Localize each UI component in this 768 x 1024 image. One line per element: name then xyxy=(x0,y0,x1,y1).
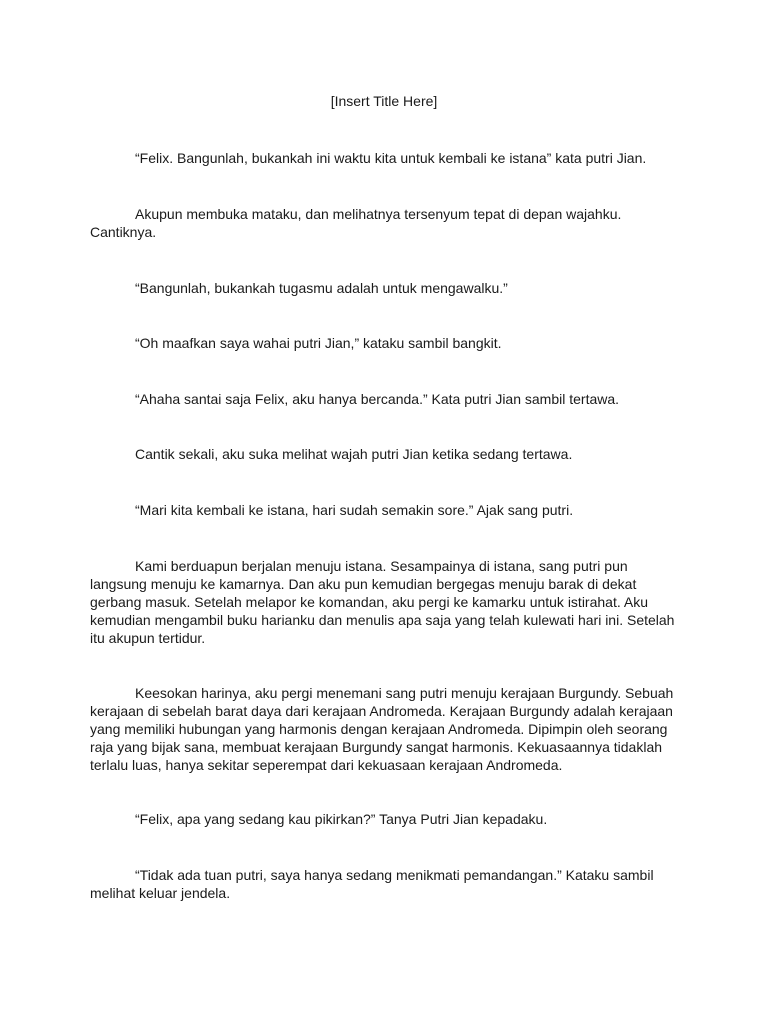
paragraph xyxy=(90,501,680,519)
paragraph-line: yang memiliki hubungan yang harmonis dengan kerajaan Andromeda. Dipimpin oleh seorang xyxy=(90,721,668,737)
paragraph-line: Kami berduapun berjalan menuju istana. Sesampainya di istana, sang putri pun xyxy=(135,558,628,574)
paragraph-line: Akupun membuka mataku, dan melihatnya tersenyum tepat di depan wajahku. xyxy=(135,206,622,222)
paragraph-line: itu akupun tertidur. xyxy=(90,630,206,646)
paragraph-line: “Felix. Bangunlah, bukankah ini waktu kita untuk kembali ke istana” kata putri Jian. xyxy=(135,150,647,166)
paragraph xyxy=(90,149,680,167)
paragraph-line: “Tidak ada tuan putri, saya hanya sedang menikmati pemandangan.” Kataku sambil xyxy=(135,867,654,883)
paragraph-line: kerajaan di sebelah barat daya dari kerajaan Andromeda. Kerajaan Burgundy adalah kerajaan xyxy=(90,703,673,719)
paragraph xyxy=(90,810,680,828)
paragraph-line: “Ahaha santai saja Felix, aku hanya bercanda.” Kata putri Jian sambil tertawa. xyxy=(135,391,620,407)
paragraph-line: Keesokan harinya, aku pergi menemani sang putri menuju kerajaan Burgundy. Sebuah xyxy=(135,685,674,701)
paragraph-line: kemudian mengambil buku harianku dan menulis apa saja yang telah kulewati hari ini. Setelah xyxy=(90,612,675,628)
paragraph xyxy=(90,866,680,902)
paragraph-line: “Felix, apa yang sedang kau pikirkan?” Tanya Putri Jian kepadaku. xyxy=(135,811,548,827)
paragraph xyxy=(90,279,680,297)
paragraph-line: “Bangunlah, bukankah tugasmu adalah untuk mengawalku.” xyxy=(135,280,508,296)
paragraph-line: “Mari kita kembali ke istana, hari sudah semakin sore.” Ajak sang putri. xyxy=(135,502,574,518)
paragraph-line: raja yang bijak sana, membuat kerajaan Burgundy sangat harmonis. Kekuasaannya tidaklah xyxy=(90,739,663,755)
paragraph-line: terlalu luas, hanya sekitar seperempat dari kekuasaan kerajaan Andromeda. xyxy=(90,757,563,773)
document-title: [Insert Title Here] xyxy=(330,93,438,109)
paragraph xyxy=(90,205,680,241)
paragraph-line: gerbang masuk. Setelah melapor ke komandan, aku pergi ke kamarku untuk istirahat. Aku xyxy=(90,594,648,610)
paragraph xyxy=(90,445,680,463)
paragraph xyxy=(90,684,680,774)
paragraph-line: “Oh maafkan saya wahai putri Jian,” kataku sambil bangkit. xyxy=(135,335,502,351)
paragraph xyxy=(90,334,680,352)
paragraph xyxy=(90,390,680,408)
paragraph xyxy=(90,557,680,647)
paragraph-line: Cantiknya. xyxy=(90,224,157,240)
paragraph-line: Cantik sekali, aku suka melihat wajah putri Jian ketika sedang tertawa. xyxy=(135,446,573,462)
paragraph-line: langsung menuju ke kamarnya. Dan aku pun kemudian bergegas menuju barak di dekat xyxy=(90,576,637,592)
paragraph-line: melihat keluar jendela. xyxy=(90,885,231,901)
